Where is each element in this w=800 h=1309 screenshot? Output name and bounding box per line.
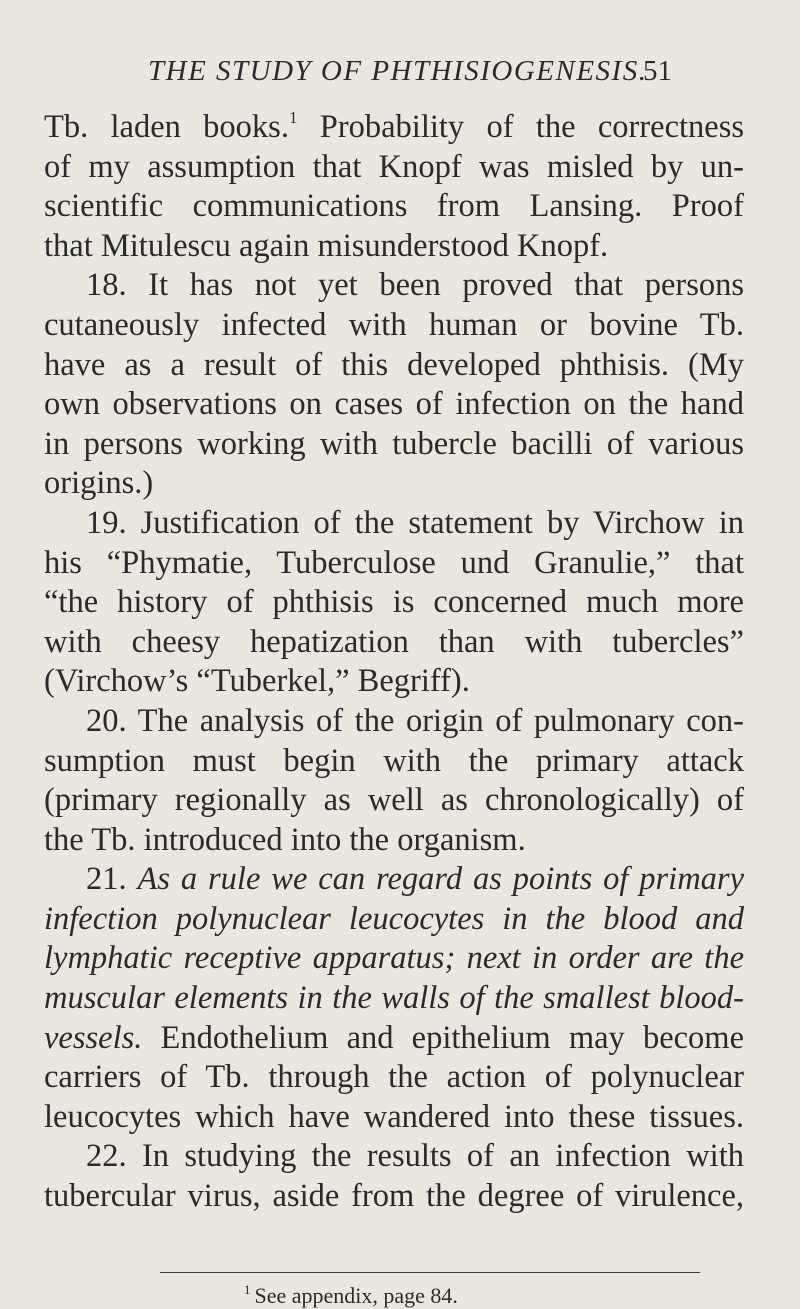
- text-line: [44, 148, 744, 188]
- line-text: Endothelium and epithelium may become: [142, 1019, 744, 1056]
- line-text: 21.: [86, 861, 138, 898]
- text-line: [44, 425, 744, 465]
- footnote-rule: [160, 1272, 700, 1273]
- text-line: [44, 1137, 744, 1177]
- text-line: [44, 702, 744, 742]
- italic-text: muscular elements in the walls of the smallest blood-: [44, 980, 744, 1017]
- line-text: scientific communications from Lansing. Proof: [44, 188, 744, 225]
- text-line: [44, 1098, 744, 1138]
- italic-text: infection polynuclear leucocytes in the blood and: [44, 900, 744, 937]
- text-line: [44, 1019, 744, 1059]
- running-head: [148, 55, 658, 88]
- line-text: own observations on cases of infection on the hand: [44, 386, 744, 423]
- text-line: [44, 187, 744, 227]
- line-text: cutaneously infected with human or bovine Tb.: [44, 306, 744, 343]
- footnote-text: See appendix, page 84.: [254, 1283, 458, 1308]
- text-line: [44, 504, 744, 544]
- text-line: [44, 939, 744, 979]
- line-text: origins.): [44, 465, 154, 502]
- text-line: [44, 860, 744, 900]
- line-text: 18. It has not yet been proved that persons: [86, 267, 744, 304]
- text-line: [44, 900, 744, 940]
- text-line: [44, 464, 744, 504]
- text-line: [44, 306, 744, 346]
- line-text: (primary regionally as well as chronologically) of: [44, 782, 744, 819]
- line-text: tubercular virus, aside from the degree of virulence,: [44, 1178, 744, 1215]
- text-line: [44, 662, 744, 702]
- footnote-reference: 1: [288, 108, 298, 127]
- text-line: [44, 385, 744, 425]
- line-text: that Mitulescu again misunderstood Knopf.: [44, 227, 609, 264]
- text-line: [44, 346, 744, 386]
- text-line: [44, 227, 744, 267]
- text-line: [44, 742, 744, 782]
- body-text: [44, 108, 744, 1217]
- line-text: leucocytes which have wandered into these tissues.: [44, 1098, 744, 1135]
- line-text: of my assumption that Knopf was misled by un-: [44, 148, 744, 185]
- text-line: [44, 266, 744, 306]
- italic-text: vessels.: [44, 1019, 143, 1056]
- text-line: [44, 821, 744, 861]
- text-line: [44, 583, 744, 623]
- line-text: have as a result of this developed phthisis. (My: [44, 346, 744, 383]
- line-text: 20. The analysis of the origin of pulmonary con-: [86, 702, 744, 739]
- footnote: [244, 1283, 458, 1309]
- line-text: 19. Justification of the statement by Virchow in: [86, 504, 744, 541]
- line-text: in persons working with tubercle bacilli of various: [44, 425, 744, 462]
- line-text: the Tb. introduced into the organism.: [44, 821, 526, 858]
- text-line: [44, 781, 744, 821]
- text-line: [44, 1177, 744, 1217]
- line-text: his “Phymatie, Tuberculose und Granulie,” that: [44, 544, 744, 581]
- text-line: [44, 544, 744, 584]
- line-text: Tb. laden books.: [44, 109, 289, 145]
- running-head-title: THE STUDY OF PHTHISIOGENESIS.: [148, 55, 648, 87]
- line-text: carriers of Tb. through the action of polynuclear: [44, 1059, 744, 1096]
- italic-text: As a rule we can regard as points of primary: [137, 861, 745, 898]
- text-line: [44, 1058, 744, 1098]
- line-text: “the history of phthisis is concerned much more: [44, 584, 744, 621]
- text-line: [44, 979, 744, 1019]
- text-line: [44, 108, 744, 148]
- line-text: (Virchow’s “Tuberkel,” Begriff).: [44, 663, 470, 700]
- line-text: 22. In studying the results of an infection with: [86, 1138, 744, 1175]
- italic-text: lymphatic receptive apparatus; next in order are the: [44, 940, 744, 977]
- text-line: [44, 623, 744, 663]
- line-text: sumption must begin with the primary attack: [44, 742, 744, 779]
- line-text: Probability of the correctness: [297, 109, 744, 145]
- line-text: with cheesy hepatization than with tubercles”: [44, 623, 744, 660]
- footnote-marker: 1: [244, 1282, 251, 1297]
- page-number: 51: [643, 55, 672, 87]
